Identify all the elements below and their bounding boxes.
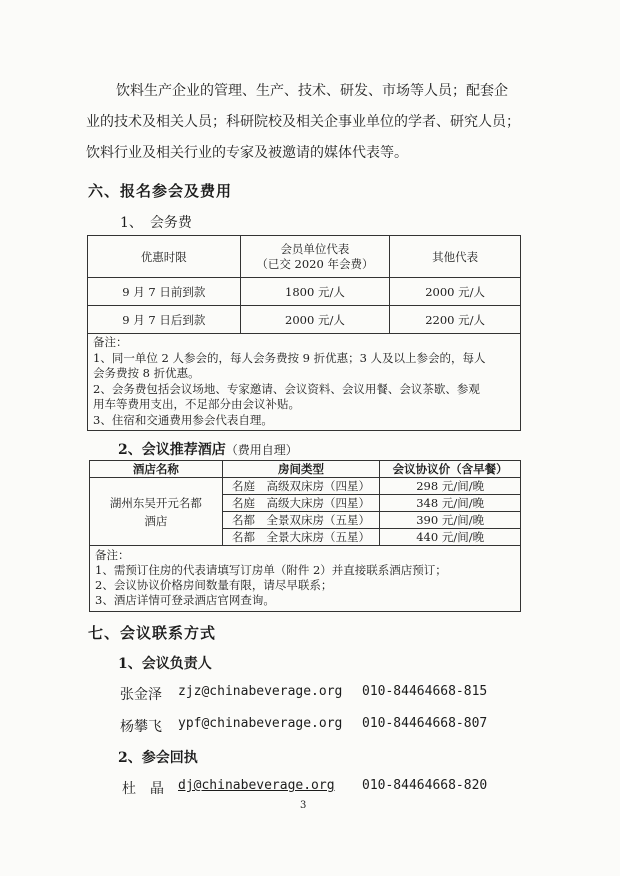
table-header-row bbox=[90, 461, 521, 478]
note-line: 3、酒店详情可登录酒店官网查询。 bbox=[95, 593, 275, 607]
contact-email[interactable]: zjz@chinabeverage.org bbox=[178, 684, 343, 699]
contact-name: 张金泽 bbox=[120, 687, 162, 703]
note-line: 2、会议协议价格房间数量有限，请尽早联系； bbox=[95, 578, 333, 592]
table-cell: 2000 元/人 bbox=[390, 278, 521, 306]
hotel-heading-note: （费用自理） bbox=[225, 443, 298, 457]
contact-name: 杜 晶 bbox=[122, 781, 164, 797]
table-header-cell: 房间类型 bbox=[222, 461, 380, 478]
contact-email[interactable]: ypf@chinabeverage.org bbox=[178, 716, 343, 731]
note-line: 备注： bbox=[95, 548, 130, 562]
section-7-sub2: 2、参会回执 bbox=[118, 750, 198, 766]
contact-row bbox=[0, 778, 620, 798]
note-line: 会务费按 8 折优惠。 bbox=[93, 366, 200, 380]
table-header-cell: 会议协议价（含早餐） bbox=[380, 461, 521, 478]
section-7-sub1: 1、会议负责人 bbox=[118, 656, 212, 672]
note-line: 备注： bbox=[93, 335, 128, 349]
table-header-cell: 酒店名称 bbox=[90, 461, 223, 478]
hotel-heading: 2、会议推荐酒店 bbox=[118, 442, 226, 458]
intro-line: 饮料行业及相关行业的专家及被邀请的媒体代表等。 bbox=[86, 145, 408, 161]
note-line: 3、住宿和交通费用参会代表自理。 bbox=[93, 412, 273, 427]
contact-name: 杨攀飞 bbox=[120, 719, 162, 735]
hotel-table bbox=[89, 460, 521, 546]
note-line: 1、同一单位 2 人参会的，每人会务费按 9 折优惠；3 人及以上参会的，每人 bbox=[93, 350, 486, 365]
fee-notes bbox=[87, 333, 521, 431]
section-6-sub2 bbox=[118, 439, 298, 459]
table-cell: 1800 元/人 bbox=[240, 278, 390, 306]
table-cell: 名都 全景大床房（五星） bbox=[222, 529, 380, 546]
fee-table bbox=[87, 235, 521, 334]
page-number: 3 bbox=[300, 800, 307, 811]
table-header-cell: 其他代表 bbox=[390, 236, 521, 278]
hotel-name-cell: 湖州东吴开元名都 酒店 bbox=[90, 478, 223, 546]
hotel-notes bbox=[89, 546, 521, 612]
table-header-cell: 优惠时限 bbox=[88, 236, 241, 278]
intro-line: 饮料生产企业的管理、生产、技术、研发、市场等人员；配套企 bbox=[116, 83, 508, 99]
section-6-title: 六、报名参会及费用 bbox=[88, 182, 233, 200]
table-cell: 9 月 7 日后到款 bbox=[88, 306, 241, 334]
table-cell: 9 月 7 日前到款 bbox=[88, 278, 241, 306]
table-cell: 298 元/间/晚 bbox=[380, 478, 521, 495]
contact-email[interactable]: dj@chinabeverage.org bbox=[178, 778, 335, 793]
table-row bbox=[88, 306, 521, 334]
table-row bbox=[88, 278, 521, 306]
intro-paragraph bbox=[86, 76, 546, 169]
note-line: 2、会务费包括会议场地、专家邀请、会议资料、会议用餐、会议茶歇、参观 bbox=[93, 381, 480, 396]
section-7-title: 七、会议联系方式 bbox=[88, 624, 217, 642]
table-cell: 名都 全景双床房（五星） bbox=[222, 512, 380, 529]
table-header-row bbox=[88, 236, 521, 278]
contact-phone: 010-84464668-815 bbox=[362, 684, 488, 699]
table-cell: 390 元/间/晚 bbox=[380, 512, 521, 529]
note-line: 用车等费用支出，不足部分由会议补贴。 bbox=[93, 397, 300, 411]
table-row bbox=[90, 478, 521, 495]
table-header-cell: 会员单位代表 （已交 2020 年会费） bbox=[240, 236, 390, 278]
table-cell: 名庭 高级大床房（四星） bbox=[222, 495, 380, 512]
table-cell: 名庭 高级双床房（四星） bbox=[222, 478, 380, 495]
table-cell: 440 元/间/晚 bbox=[380, 529, 521, 546]
section-6-sub1: 1、 会务费 bbox=[120, 215, 192, 231]
table-cell: 2000 元/人 bbox=[240, 306, 390, 334]
contact-phone: 010-84464668-820 bbox=[362, 778, 488, 793]
contact-phone: 010-84464668-807 bbox=[362, 716, 488, 731]
table-cell: 348 元/间/晚 bbox=[380, 495, 521, 512]
contact-row bbox=[0, 716, 620, 736]
table-cell: 2200 元/人 bbox=[390, 306, 521, 334]
intro-line: 业的技术及相关人员；科研院校及相关企事业单位的学者、研究人员； bbox=[86, 114, 520, 130]
contact-row bbox=[0, 684, 620, 704]
note-line: 1、需预订住房的代表请填写订房单（附件 2）并直接联系酒店预订； bbox=[95, 563, 447, 577]
